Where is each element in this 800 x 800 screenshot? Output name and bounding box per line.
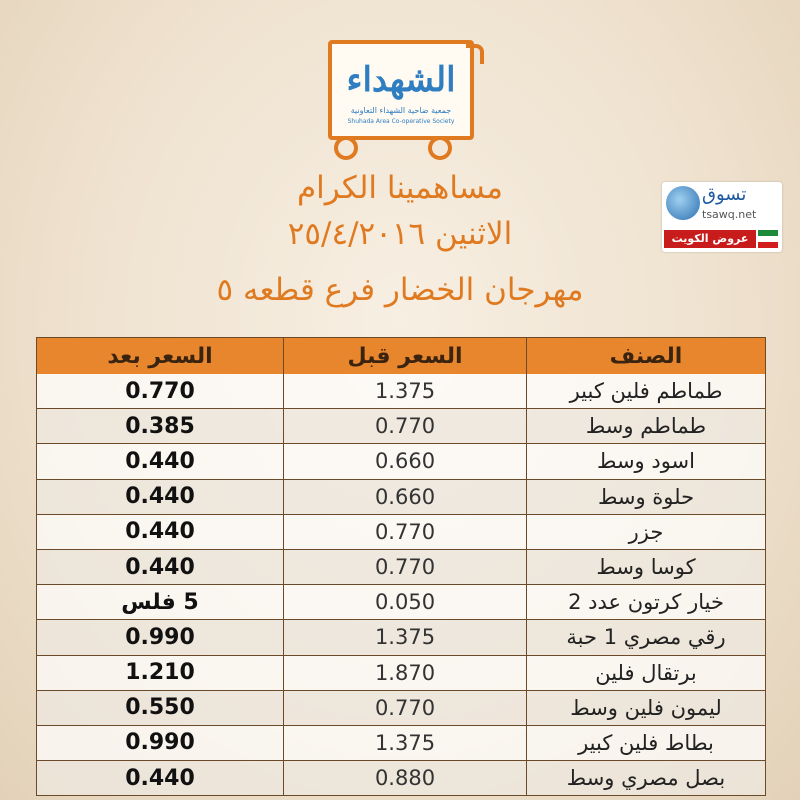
table-row: [37, 549, 765, 584]
watermark-name: تسوق: [702, 184, 747, 205]
item-cell: طماطم وسط: [585, 414, 707, 439]
table-row: [37, 655, 765, 690]
greeting-title: مساهمينا الكرام: [296, 170, 504, 206]
price-after-cell: 0.440: [125, 519, 195, 545]
item-cell: كوسا وسط: [596, 555, 696, 580]
price-after-cell: 0.550: [125, 695, 195, 721]
price-before-cell: 1.375: [374, 730, 436, 755]
price-before-cell: 1.375: [374, 379, 436, 404]
item-cell: خيار كرتون عدد 2: [568, 590, 724, 615]
price-before-cell: 0.770: [374, 555, 436, 580]
price-before-cell: 0.880: [374, 766, 436, 791]
price-after-cell: 1.210: [125, 660, 195, 686]
price-table: [36, 337, 766, 796]
price-after-cell: 0.440: [125, 554, 195, 580]
kuwait-flag-icon: [758, 230, 778, 248]
price-before-cell: 0.770: [374, 695, 436, 720]
item-cell: بصل مصري وسط: [566, 766, 726, 791]
header-price-before: السعر قبل: [283, 338, 527, 374]
price-after-cell: 0.440: [125, 448, 195, 474]
watermark-tag: عروض الكويت: [664, 230, 756, 248]
price-before-cell: 1.870: [374, 660, 436, 685]
table-row: [37, 443, 765, 478]
item-cell: جزر: [628, 519, 664, 544]
table-row: [37, 374, 765, 408]
table-row: [37, 479, 765, 514]
price-after-cell: 0.990: [125, 624, 195, 650]
price-before-cell: 0.770: [374, 414, 436, 439]
shuhada-logo: [322, 36, 472, 161]
header-price-after: السعر بعد: [107, 343, 213, 369]
price-before-cell: 0.660: [374, 449, 436, 474]
globe-cart-icon: [666, 186, 700, 220]
table-row: [37, 690, 765, 725]
cart-wheel-icon: [334, 136, 358, 160]
price-after-cell: 0.440: [125, 484, 195, 510]
header-item: الصنف: [609, 343, 683, 369]
date-line: الاثنين ٢٥/٤/٢٠١٦: [287, 216, 513, 252]
item-cell: ليمون فلين وسط: [570, 695, 722, 720]
item-cell: اسود وسط: [597, 449, 695, 474]
table-row: [37, 514, 765, 549]
price-after-cell: 0.770: [125, 378, 195, 404]
item-cell: رقي مصري 1 حبة: [566, 625, 726, 650]
table-row: [37, 725, 765, 760]
watermark-url: tsawq.net: [702, 208, 757, 221]
item-cell: طماطم فلين كبير: [569, 379, 723, 404]
price-after-cell: 5 فلس: [121, 589, 199, 615]
cart-wheel-icon: [428, 136, 452, 160]
logo-wordmark: الشهداء: [346, 60, 456, 100]
festival-title: مهرجان الخضار فرع قطعه ٥: [216, 272, 584, 308]
logo-subtitle-ar: جمعية ضاحية الشهداء التعاونية: [350, 106, 452, 115]
table-header-row: [37, 338, 765, 374]
price-after-cell: 0.385: [125, 413, 195, 439]
table-row: [37, 760, 765, 795]
cart-handle-icon: [466, 44, 484, 64]
item-cell: برتقال فلين: [595, 660, 697, 685]
tsawq-watermark: [662, 182, 782, 252]
price-before-cell: 0.770: [374, 519, 436, 544]
item-cell: بطاط فلين كبير: [578, 730, 714, 755]
item-cell: حلوة وسط: [597, 484, 695, 509]
price-before-cell: 0.660: [374, 484, 436, 509]
price-before-cell: 1.375: [374, 625, 436, 650]
price-after-cell: 0.990: [125, 730, 195, 756]
price-before-cell: 0.050: [374, 590, 436, 615]
table-row: [37, 584, 765, 619]
price-after-cell: 0.440: [125, 765, 195, 791]
table-row: [37, 619, 765, 654]
logo-subtitle-en: Shuhada Area Co-operative Society: [347, 118, 455, 125]
table-row: [37, 408, 765, 443]
logo-cart-body: [328, 40, 474, 140]
